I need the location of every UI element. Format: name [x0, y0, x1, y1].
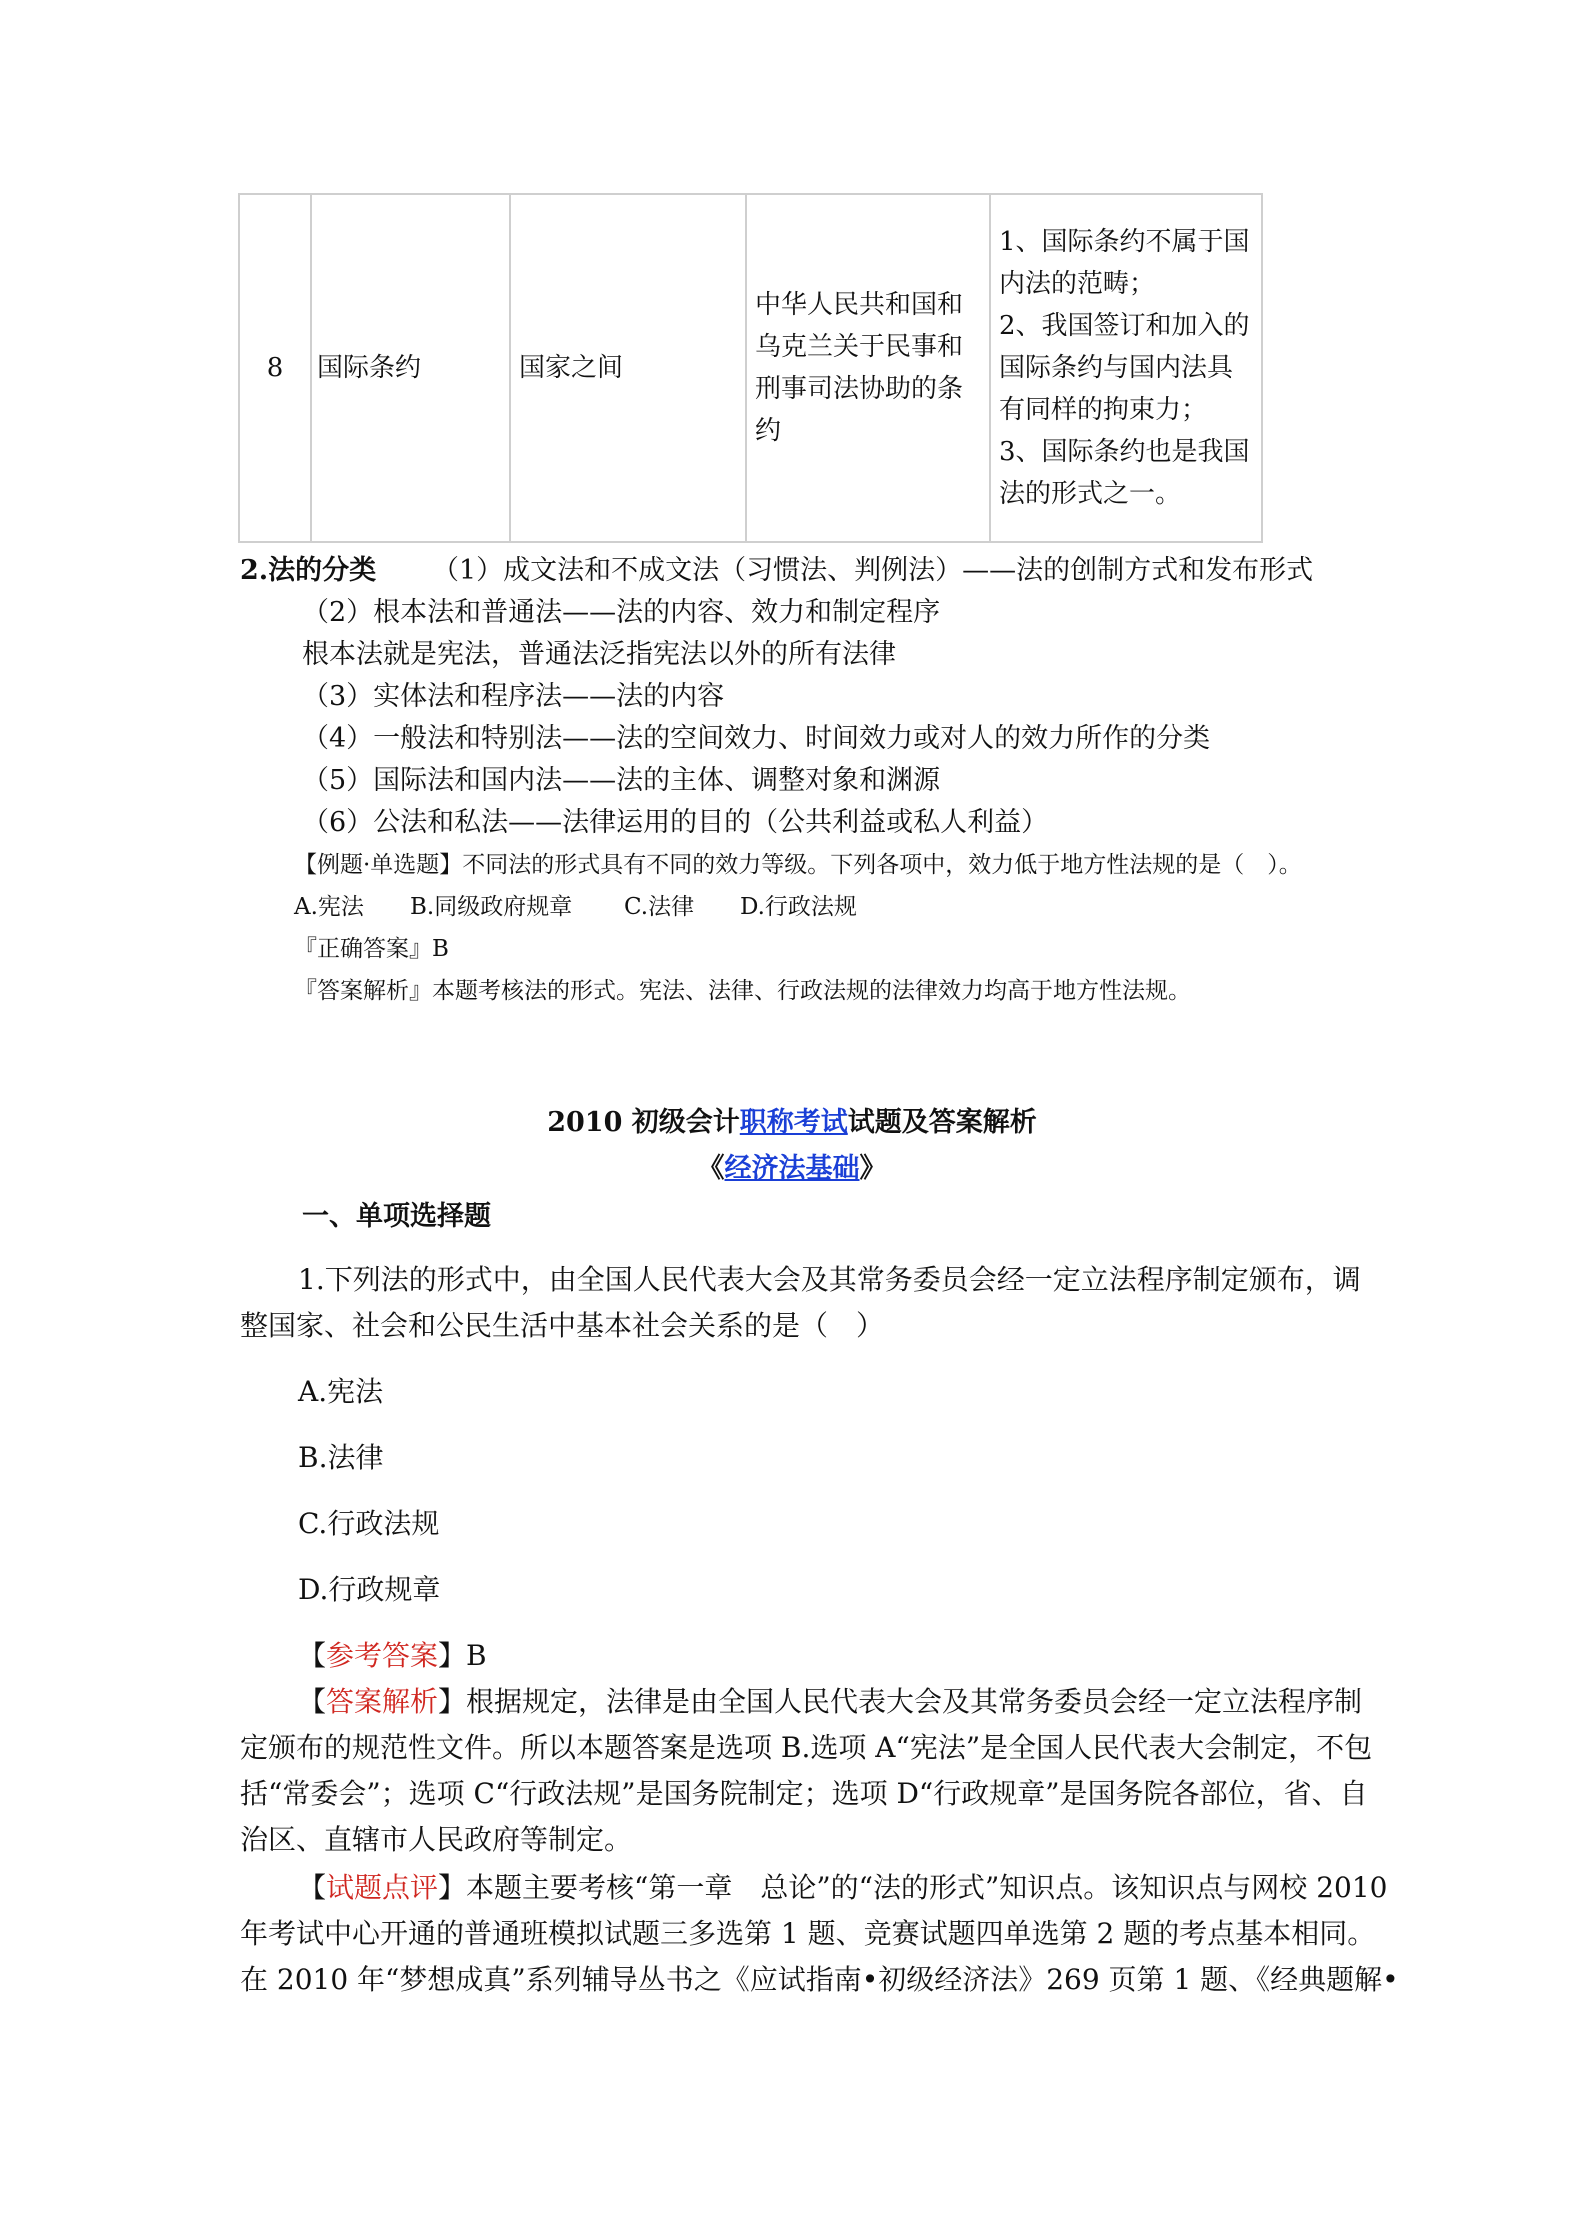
- notes-cell: [990, 194, 1262, 542]
- exam-title: [0, 1100, 1584, 1139]
- classification-item-2-note: 根本法就是宪法，普通法泛指宪法以外的所有法律: [302, 639, 896, 670]
- law-forms-table: [238, 193, 1263, 543]
- note-line: 3、国际条约也是我国: [999, 437, 1250, 467]
- example-line: 约: [755, 416, 782, 446]
- section-heading: 一、单项选择题: [302, 1201, 491, 1232]
- bracket-open: 【: [298, 1871, 327, 1904]
- analysis-line-2: 定颁布的规范性文件。所以本题答案是选项 B.选项 A“宪法”是全国人民代表大会制定，不包: [240, 1731, 1373, 1764]
- note-line: 2、我国签订和加入的: [999, 311, 1250, 341]
- example-option-c: C.法律: [624, 894, 695, 920]
- question-1-line-1: 1.下列法的形式中，由全国人民代表大会及其常务委员会经一定立法程序制定颁布，调: [298, 1263, 1361, 1296]
- question-1-option-d: D.行政规章: [298, 1573, 441, 1606]
- subtitle-open: 《: [697, 1153, 725, 1184]
- note-line: 有同样的拘束力；: [999, 395, 1208, 425]
- reference-answer-label: 参考答案: [326, 1639, 439, 1672]
- bracket-open: 【: [298, 1685, 327, 1718]
- review-line-1: [298, 1866, 1387, 1906]
- row-index-cell: 8: [239, 194, 311, 542]
- classification-item-5: （5）国际法和国内法——法的主体、调整对象和渊源: [302, 765, 941, 796]
- note-line: 法的形式之一。: [999, 479, 1182, 509]
- example-line: 中华人民共和国和: [755, 290, 964, 320]
- exam-title-suffix: 试题及答案解析: [847, 1107, 1037, 1138]
- note-line: 内法的范畴；: [999, 269, 1156, 299]
- analysis-text: 根据规定，法律是由全国人民代表大会及其常务委员会经一定立法程序制: [466, 1685, 1363, 1718]
- classification-item-2: （2）根本法和普通法——法的内容、效力和制定程序: [302, 597, 941, 628]
- subtitle-close: 》: [859, 1153, 887, 1184]
- classification-item-1: （1）成文法和不成文法（习惯法、判例法）——法的创制方式和发布形式: [432, 555, 1314, 586]
- example-cell: [746, 194, 990, 542]
- classification-heading: 2.法的分类: [240, 555, 377, 586]
- note-line: 国际条约与国内法具: [999, 353, 1234, 383]
- example-option-b: B.同级政府规章: [410, 894, 573, 920]
- exam-title-prefix: 2010 初级会计: [547, 1107, 740, 1138]
- question-1-line-2: 整国家、社会和公民生活中基本社会关系的是（ ）: [240, 1309, 885, 1342]
- review-text: 本题主要考核“第一章 总论”的“法的形式”知识点。该知识点与网校 2010: [466, 1871, 1388, 1904]
- bracket-close: 】: [438, 1871, 467, 1904]
- analysis-label: 答案解析: [326, 1685, 439, 1718]
- example-option-d: D.行政法规: [740, 894, 857, 920]
- classification-item-3: （3）实体法和程序法——法的内容: [302, 681, 725, 712]
- exam-subtitle: [0, 1146, 1584, 1185]
- example-line: 乌克兰关于民事和: [755, 332, 964, 362]
- classification-item-6: （6）公法和私法——法律运用的目的（公共利益或私人利益）: [302, 807, 1049, 838]
- analysis-line-4: 治区、直辖市人民政府等制定。: [240, 1823, 633, 1856]
- law-form-cell: 国际条约: [311, 194, 510, 542]
- subtitle-link[interactable]: 经济法基础: [724, 1153, 860, 1184]
- bracket-close: 】: [438, 1685, 467, 1718]
- analysis-line-1: [298, 1680, 1362, 1720]
- analysis-line-3: 括“常委会”；选项 C“行政法规”是国务院制定；选项 D“行政规章”是国务院各部位，省、自: [240, 1777, 1368, 1810]
- classification-item-4: （4）一般法和特别法——法的空间效力、时间效力或对人的效力所作的分类: [302, 723, 1211, 754]
- question-1-option-a: A.宪法: [298, 1375, 384, 1408]
- example-question: 【例题·单选题】不同法的形式具有不同的效力等级。下列各项中，效力低于地方性法规的是（ ）。: [294, 852, 1302, 878]
- bracket-open: 【: [298, 1639, 327, 1672]
- note-line: 1、国际条约不属于国: [999, 227, 1250, 257]
- exam-title-link[interactable]: 职称考试: [739, 1107, 848, 1138]
- law-maker-cell: 国家之间: [510, 194, 746, 542]
- table-row: [239, 194, 1262, 542]
- example-line: 刑事司法协助的条: [755, 374, 964, 404]
- review-line-3: 在 2010 年“梦想成真”系列辅导丛书之《应试指南•初级经济法》269 页第 1 题、《经典题解•: [240, 1963, 1399, 1996]
- example-answer: 『正确答案』B: [294, 936, 449, 962]
- review-label: 试题点评: [326, 1871, 439, 1904]
- question-1-option-c: C.行政法规: [298, 1507, 440, 1540]
- example-option-a: A.宪法: [294, 894, 364, 920]
- review-line-2: 年考试中心开通的普通班模拟试题三多选第 1 题、竞赛试题四单选第 2 题的考点基本相同。: [240, 1917, 1376, 1950]
- reference-answer: [298, 1634, 487, 1674]
- reference-answer-value: 】B: [438, 1639, 487, 1672]
- example-analysis: 『答案解析』本题考核法的形式。宪法、法律、行政法规的法律效力均高于地方性法规。: [294, 978, 1191, 1004]
- question-1-option-b: B.法律: [298, 1441, 384, 1474]
